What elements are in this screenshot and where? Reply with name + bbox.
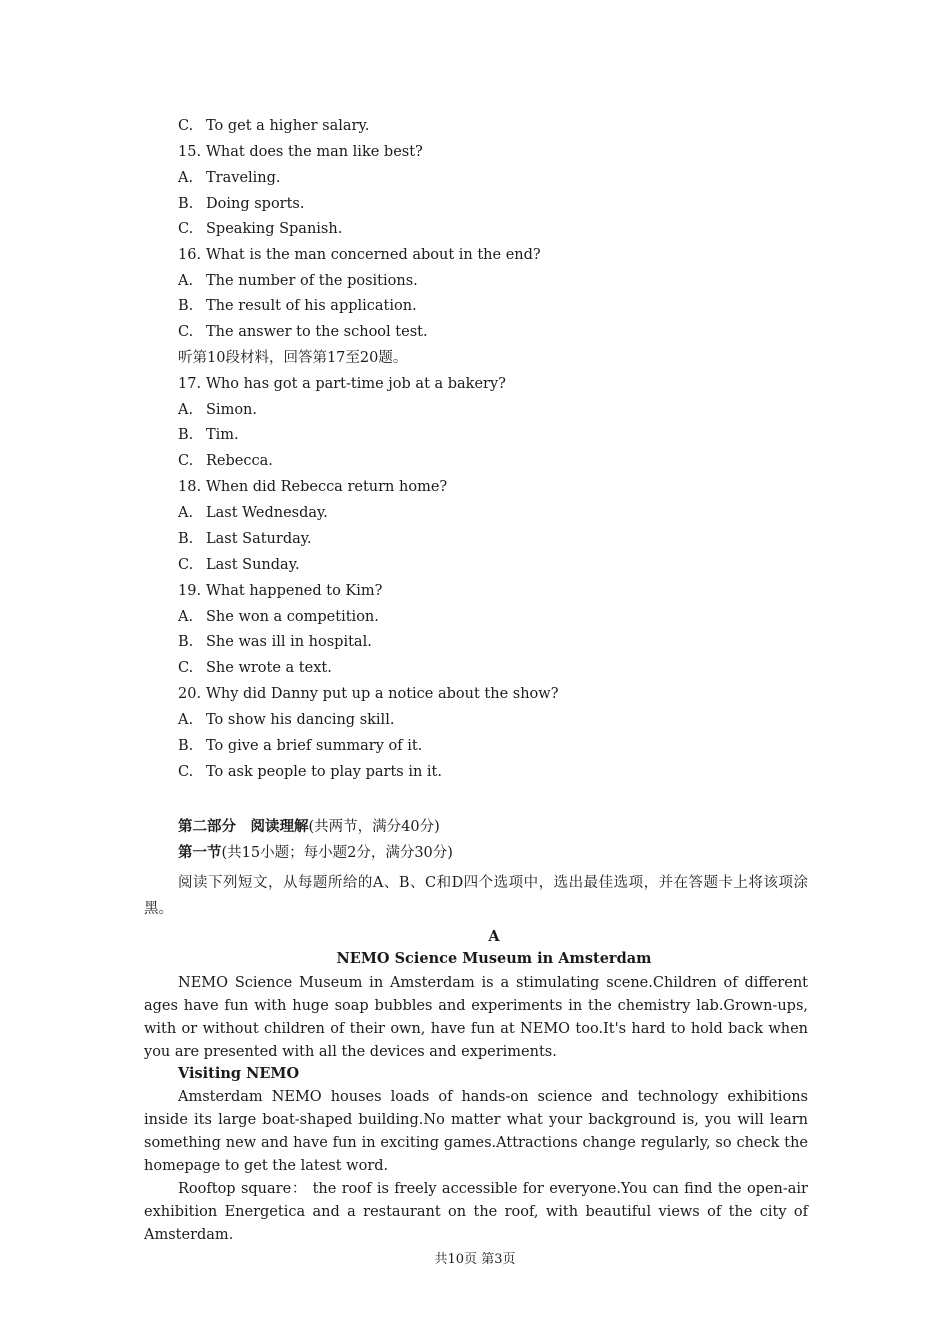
section-heading: 第一节(共15小题；每小题2分，满分30分) (178, 844, 453, 861)
passage-paragraph-1: NEMO Science Museum in Amsterdam is a stimulating scene.Children of different ages have fun with huge soap bubbles and experiments in the chemistry lab.Grown-ups, with or without children of their own, have fun at NEMO too.It's hard to hold back when you are presented with all the devices and experiments. (144, 975, 808, 1060)
option-line: C. Rebecca. (178, 453, 273, 469)
question-line: 17. Who has got a part-time job at a bakery? (178, 376, 506, 392)
passage-paragraph-2: Amsterdam NEMO houses loads of hands-on science and technology exhibitions inside its large boat-shaped building.No matter what your background is, you will learn something new and have fun in exciting games.Attractions change regularly, so check the homepage to get the latest word. (144, 1089, 808, 1174)
option-line: C. Speaking Spanish. (178, 221, 343, 237)
passage-label: A (488, 928, 500, 945)
part-heading: 第二部分 阅读理解(共两节，满分40分) (178, 818, 440, 835)
option-line: A. The number of the positions. (178, 273, 418, 289)
listening-instruction: 听第10段材料，回答第17至20题。 (178, 350, 408, 366)
option-line: B. She was ill in hospital. (178, 634, 372, 650)
page-footer: 共10页 第3页 (434, 1252, 516, 1267)
option-line: B. The result of his application. (178, 298, 417, 314)
option-line: B. Tim. (178, 427, 239, 443)
question-line: 19. What happened to Kim? (178, 583, 383, 599)
option-line: B. To give a brief summary of it. (178, 738, 423, 754)
option-line: A. Simon. (178, 402, 257, 418)
passage-paragraph-3: Rooftop square： the roof is freely accessible for everyone.You can find the open-air exhibition Energetica and a restaurant on the roof, with beautiful views of the city of Amsterdam. (144, 1181, 808, 1243)
option-line: C. She wrote a text. (178, 660, 332, 676)
option-line: A. She won a competition. (178, 609, 379, 625)
question-line: 20. Why did Danny put up a notice about the show? (178, 686, 559, 702)
option-line: A. Last Wednesday. (178, 505, 328, 521)
option-line: C. The answer to the school test. (178, 324, 428, 340)
option-line: C. To ask people to play parts in it. (178, 764, 442, 780)
question-line: 15. What does the man like best? (178, 144, 423, 160)
option-line: A. Traveling. (178, 170, 281, 186)
option-line: B. Last Saturday. (178, 531, 312, 547)
option-line: B. Doing sports. (178, 196, 305, 212)
passage-subheading: Visiting NEMO (178, 1065, 300, 1082)
question-line: 16. What is the man concerned about in the end? (178, 247, 541, 263)
passage-title: NEMO Science Museum in Amsterdam (336, 950, 652, 967)
question-line: 18. When did Rebecca return home? (178, 479, 448, 495)
option-line: C. Last Sunday. (178, 557, 300, 573)
reading-directions: 阅读下列短文，从每题所给的A、B、C和D四个选项中，选出最佳选项，并在答题卡上将该项涂黑。 (144, 875, 808, 917)
option-line: C. To get a higher salary. (178, 118, 370, 134)
option-line: A. To show his dancing skill. (178, 712, 395, 728)
